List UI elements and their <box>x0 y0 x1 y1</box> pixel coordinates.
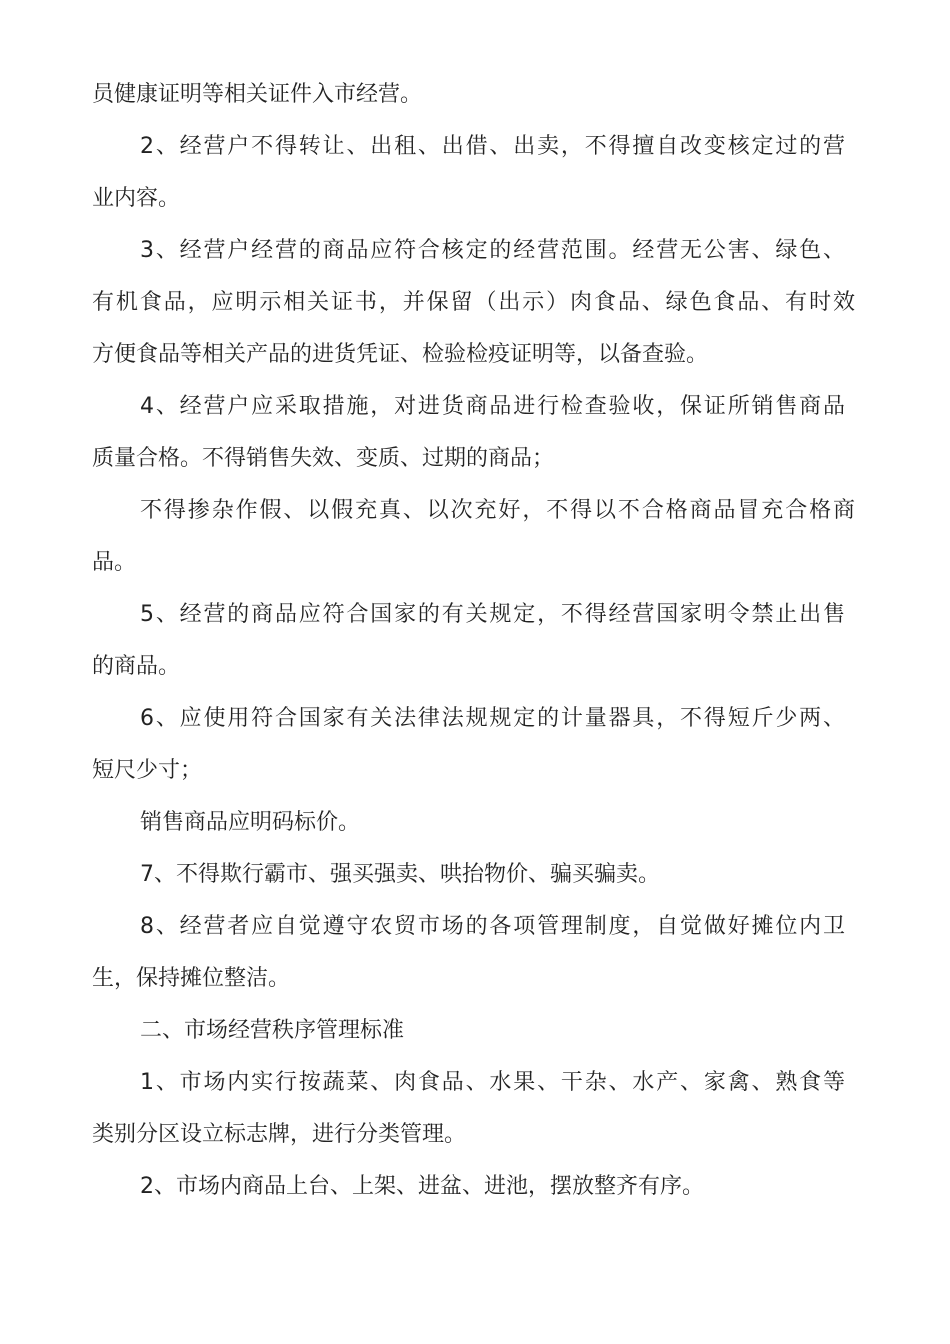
text-line: 不得掺杂作假、以假充真、以次充好，不得以不合格商品冒充合格商 <box>140 498 855 523</box>
text-line: 2、市场内商品上台、上架、进盆、进池，摆放整齐有序。 <box>140 1174 704 1199</box>
text-line: 质量合格。不得销售失效、变质、过期的商品； <box>92 446 555 471</box>
text-line: 品。 <box>92 550 137 575</box>
text-line: 业内容。 <box>92 186 181 211</box>
text-line: 有机食品，应明示相关证书，并保留（出示）肉食品、绿色食品、有时效 <box>92 290 855 315</box>
text-line: 6、应使用符合国家有关法律法规规定的计量器具，不得短斤少两、 <box>140 706 845 731</box>
text-line: 方便食品等相关产品的进货凭证、检验检疫证明等，以备查验。 <box>92 342 709 367</box>
text-line: 1、市场内实行按蔬菜、肉食品、水果、干杂、水产、家禽、熟食等 <box>140 1070 845 1095</box>
text-line: 3、经营户经营的商品应符合核定的经营范围。经营无公害、绿色、 <box>140 238 845 263</box>
text-line: 2、经营户不得转让、出租、出借、出卖，不得擅自改变核定过的营 <box>140 134 845 159</box>
text-line: 类别分区设立标志牌，进行分类管理。 <box>92 1122 467 1147</box>
text-line: 4、经营户应采取措施，对进货商品进行检查验收，保证所销售商品 <box>140 394 845 419</box>
text-line: 的商品。 <box>92 654 181 679</box>
text-line: 8、经营者应自觉遵守农贸市场的各项管理制度，自觉做好摊位内卫 <box>140 914 845 939</box>
text-line: 短尺少寸； <box>92 758 203 783</box>
text-line: 7、不得欺行霸市、强买强卖、哄抬物价、骗买骗卖。 <box>140 862 660 887</box>
text-line: 5、经营的商品应符合国家的有关规定，不得经营国家明令禁止出售 <box>140 602 845 627</box>
text-line: 销售商品应明码标价。 <box>140 810 361 835</box>
section-heading: 二、市场经营秩序管理标准 <box>140 1018 405 1043</box>
text-line: 员健康证明等相关证件入市经营。 <box>92 82 423 107</box>
text-line: 生，保持摊位整洁。 <box>92 966 291 991</box>
